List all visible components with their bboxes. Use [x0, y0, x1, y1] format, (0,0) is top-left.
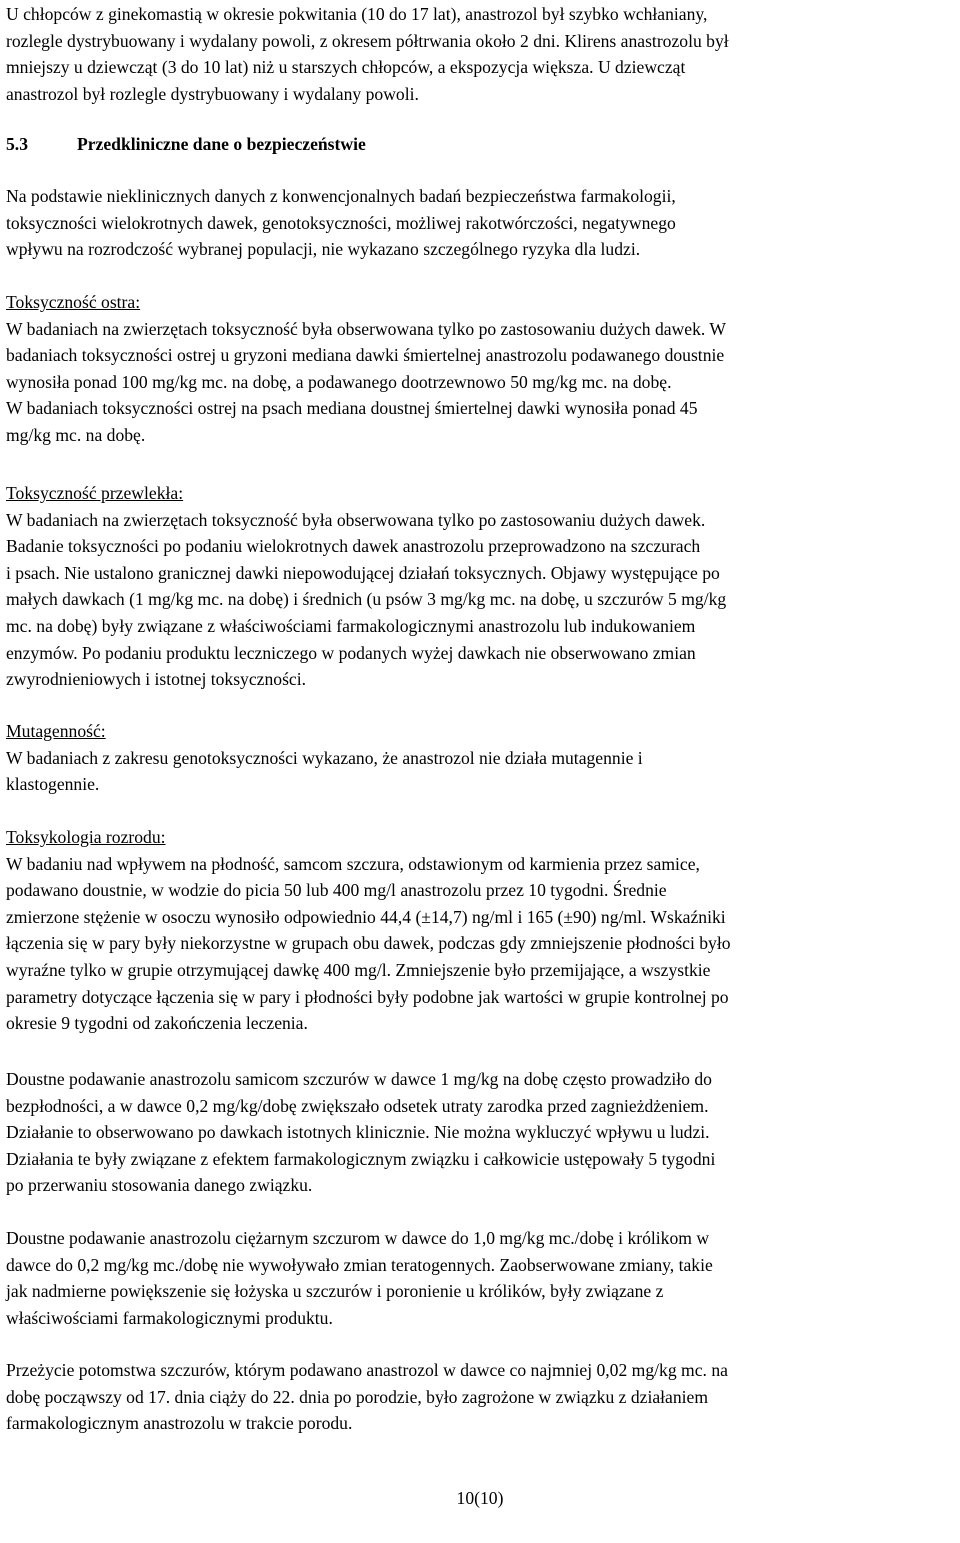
pregnant-paragraph — [6, 1225, 958, 1331]
text-line: bezpłodności, a w dawce 0,2 mg/kg/dobę zwiększało odsetek utraty zarodka przed zagnieżdżeniem. — [6, 1095, 709, 1116]
text-line: jak nadmierne powiększenie się łożyska u szczurów i poronienie u królików, były związane z — [6, 1281, 664, 1302]
text-line: W badaniach toksyczności ostrej na psach mediana doustnej śmiertelnej dawki wynosiła ponad 45 — [6, 398, 698, 419]
subsection-heading: Toksyczność przewlekła: — [6, 483, 184, 503]
text-line: anastrozol był rozlegle dystrybuowany i wydalany powoli. — [6, 83, 419, 104]
text-line: mg/kg mc. na dobę. — [6, 424, 146, 445]
text-line: Doustne podawanie anastrozolu ciężarnym szczurom w dawce do 1,0 mg/kg mc./dobę i królikom w — [6, 1228, 710, 1248]
text-line: Działanie to obserwowano po dawkach istotnych klinicznie. Nie można wykluczyć wpływu u ludzi. — [6, 1122, 710, 1143]
text-line: zwyrodnieniowych i istotnej toksyczności. — [6, 669, 307, 690]
text-line: W badaniach na zwierzętach toksyczność była obserwowana tylko po zastosowaniu dużych dawek. W — [6, 318, 726, 339]
text-line: klastogennie. — [6, 774, 100, 795]
text-line: rozlegle dystrybuowany i wydalany powoli, z okresem półtrwania około 2 dni. Klirens anastrozolu był — [6, 30, 729, 51]
section-heading — [6, 131, 958, 158]
text-line: W badaniach z zakresu genotoksyczności wykazano, że anastrozol nie działa mutagennie i — [6, 747, 643, 768]
text-line: farmakologicznym anastrozolu w trakcie porodu. — [6, 1413, 353, 1434]
text-line: podawano doustnie, w wodzie do picia 50 lub 400 mg/l anastrozolu przez 10 tygodni. Średnie — [6, 880, 667, 901]
subsection-heading: Toksyczność ostra: — [6, 292, 141, 312]
text-line: zmierzone stężenie w osoczu wynosiło odpowiednio 44,4 (±14,7) ng/ml i 165 (±90) ng/ml. Wskaźniki — [6, 906, 726, 927]
text-line: wynosiła ponad 100 mg/kg mc. na dobę, a podawanego dootrzewnowo 50 mg/kg mc. na dobę. — [6, 371, 672, 392]
text-line: badaniach toksyczności ostrej u gryzoni mediana dawki śmiertelnej anastrozolu podawanego doustnie — [6, 345, 725, 366]
text-line: mc. na dobę) były związane z właściwościami farmakologicznymi anastrozolu lub indukowaniem — [6, 615, 696, 636]
text-line: małych dawkach (1 mg/kg mc. na dobę) i średnich (u psów 3 mg/kg mc. na dobę, u szczurów 5 mg/kg — [6, 589, 727, 610]
section-title: Przedkliniczne dane o bezpieczeństwie — [77, 134, 366, 154]
text-line: wpływu na rozrodczość wybranej populacji, nie wykazano szczególnego ryzyka dla ludzi. — [6, 239, 641, 260]
section-number: 5.3 — [6, 134, 28, 154]
mutagenicity-section — [6, 718, 958, 798]
page-number: 10(10) — [456, 1488, 504, 1508]
text-line: okresie 9 tygodni od zakończenia leczenia. — [6, 1013, 308, 1034]
text-line: łączenia się w pary były niekorzystne w grupach obu dawek, podczas gdy zmniejszenie płodności było — [6, 933, 731, 954]
text-line: W badaniu nad wpływem na płodność, samcom szczura, odstawionym od karmienia przez samice, — [6, 853, 700, 874]
text-line: Badanie toksyczności po podaniu wielokrotnych dawek anastrozolu przeprowadzono na szczurach — [6, 536, 701, 557]
text-line: Na podstawie nieklinicznych danych z konwencjonalnych badań bezpieczeństwa farmakologii, — [6, 186, 676, 206]
survival-paragraph — [6, 1357, 958, 1437]
intro-paragraph — [6, 1, 958, 107]
text-line: właściwościami farmakologicznymi produktu. — [6, 1307, 333, 1328]
text-line: Doustne podawanie anastrozolu samicom szczurów w dawce 1 mg/kg na dobę często prowadziło do — [6, 1069, 712, 1089]
subsection-heading: Mutagenność: — [6, 721, 106, 741]
text-line: parametry dotyczące łączenia się w pary i płodności były podobne jak wartości w grupie kontrolnej po — [6, 986, 729, 1007]
text-line: wyraźne tylko w grupie otrzymującej dawkę 400 mg/l. Zmniejszenie było przemijające, a wszystkie — [6, 959, 711, 980]
text-line: U chłopców z ginekomastią w okresie pokwitania (10 do 17 lat), anastrozol był szybko wchłaniany, — [6, 4, 708, 24]
text-line: enzymów. Po podaniu produktu leczniczego w podanych wyżej dawkach nie obserwowano zmian — [6, 642, 696, 663]
text-line: Działania te były związane z efektem farmakologicznym związku i całkowicie ustępowały 5 tygodni — [6, 1148, 716, 1169]
oral-females-paragraph — [6, 1066, 958, 1199]
acute-toxicity-section — [6, 289, 958, 449]
text-line: i psach. Nie ustalono granicznej dawki niepowodującej działań toksycznych. Objawy występujące po — [6, 562, 720, 583]
text-line: dawce do 0,2 mg/kg mc./dobę nie wywoływało zmian teratogennych. Zaobserwowane zmiany, takie — [6, 1254, 713, 1275]
chronic-toxicity-section — [6, 480, 958, 693]
text-line: toksyczności wielokrotnych dawek, genotoksyczności, możliwej rakotwórczości, negatywnego — [6, 212, 676, 233]
reproductive-toxicology-section — [6, 824, 958, 1037]
text-line: dobę począwszy od 17. dnia ciąży do 22. dnia po porodzie, było zagrożone w związku z działaniem — [6, 1386, 709, 1407]
text-line: po przerwaniu stosowania danego związku. — [6, 1175, 313, 1196]
text-line: Przeżycie potomstwa szczurów, którym podawano anastrozol w dawce co najmniej 0,02 mg/kg mc. na — [6, 1360, 728, 1380]
text-line: mniejszy u dziewcząt (3 do 10 lat) niż u starszych chłopców, a ekspozycja większa. U dziewcząt — [6, 57, 686, 78]
text-line: W badaniach na zwierzętach toksyczność była obserwowana tylko po zastosowaniu dużych dawek. — [6, 509, 706, 530]
summary-paragraph — [6, 183, 958, 263]
subsection-heading: Toksykologia rozrodu: — [6, 827, 166, 847]
